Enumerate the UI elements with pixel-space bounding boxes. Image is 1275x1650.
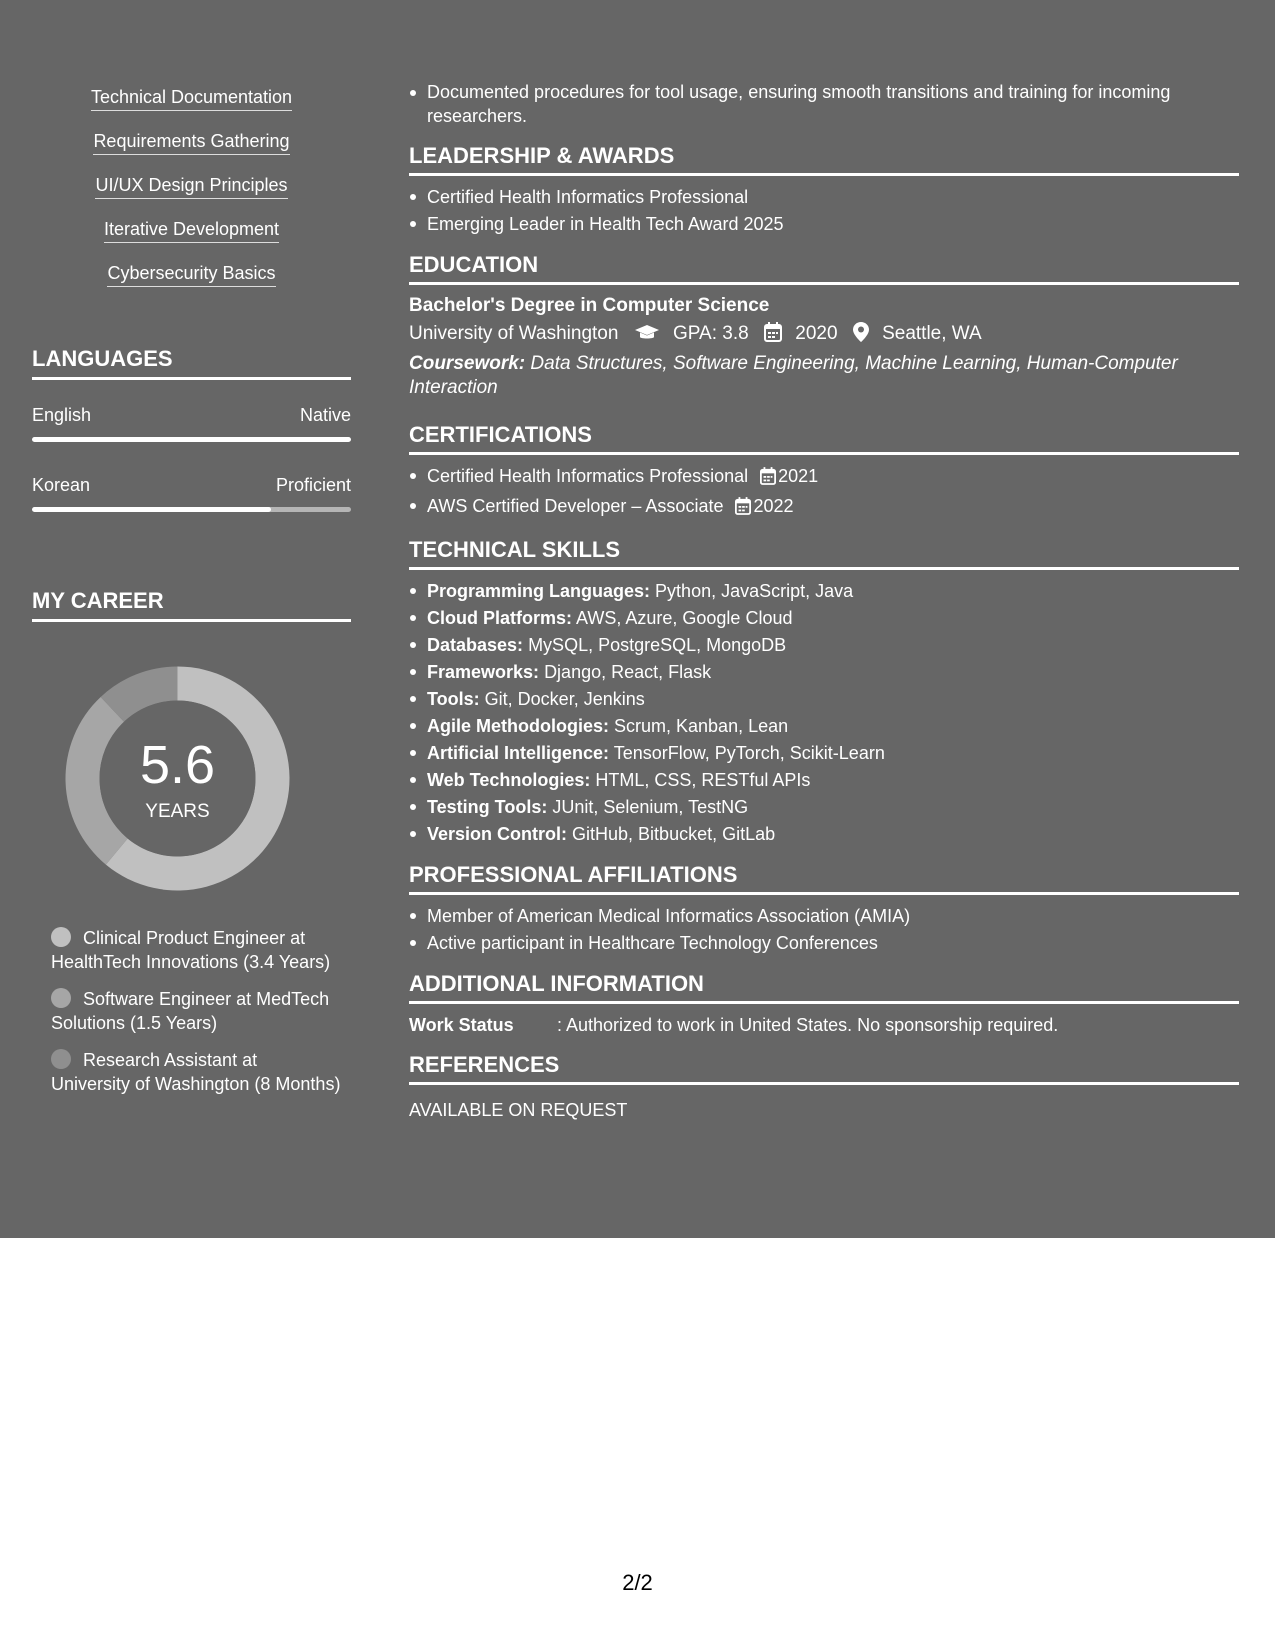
skill-category: Cloud Platforms:	[427, 608, 573, 628]
skill-category: Web Technologies:	[427, 770, 591, 790]
calendar-icon	[760, 466, 776, 493]
degree-title: Bachelor's Degree in Computer Science	[409, 295, 770, 316]
career-total-years: 5.6	[139, 735, 216, 795]
affiliations-list	[409, 903, 1239, 957]
career-heading: MY CAREER	[32, 588, 351, 622]
references-section	[409, 1052, 1239, 1123]
skill-values: AWS, Azure, Google Cloud	[576, 608, 793, 628]
skill-values: Django, React, Flask	[544, 662, 712, 682]
language-proficiency-fill	[32, 437, 351, 442]
calendar-icon	[764, 322, 782, 352]
skill-tag: Technical Documentation	[91, 86, 292, 111]
location: Seattle, WA	[882, 323, 982, 344]
technical-skill-item	[409, 821, 1239, 848]
skill-category: Agile Methodologies:	[427, 716, 609, 736]
right-column	[409, 80, 1239, 1137]
affiliations-heading: PROFESSIONAL AFFILIATIONS	[409, 862, 1239, 895]
language-proficiency-bar	[32, 437, 351, 442]
certification-item	[409, 463, 1239, 493]
certification-year: 2022	[753, 496, 794, 516]
work-status-label: Work Status	[409, 1015, 514, 1035]
skill-tag: Cybersecurity Basics	[107, 262, 275, 287]
skill-values: HTML, CSS, RESTful APIs	[595, 770, 811, 790]
skill-category: Testing Tools:	[427, 797, 548, 817]
references-text: AVAILABLE ON REQUEST	[409, 1100, 628, 1120]
skill-values: GitHub, Bitbucket, GitLab	[572, 824, 776, 844]
work-status-value: : Authorized to work in United States. No sponsorship required.	[557, 1015, 1059, 1035]
skill-category: Frameworks:	[427, 662, 540, 682]
calendar-icon	[735, 496, 751, 523]
career-years-unit: YEARS	[145, 801, 210, 822]
technical-skill-item	[409, 713, 1239, 740]
skill-category: Programming Languages:	[427, 581, 651, 601]
skill-tag: UI/UX Design Principles	[95, 174, 287, 199]
technical-skill-item	[409, 794, 1239, 821]
skill-values: MySQL, PostgreSQL, MongoDB	[528, 635, 787, 655]
career-item	[51, 987, 341, 1035]
language-proficiency-fill	[32, 507, 271, 512]
technical-skill-item	[409, 740, 1239, 767]
affiliation-item: Member of American Medical Informatics Association (AMIA)	[409, 903, 1239, 930]
certifications-section	[409, 422, 1239, 523]
language-level: Proficient	[275, 475, 351, 495]
gpa: GPA: 3.8	[673, 323, 749, 344]
experience-continued-bullets	[409, 80, 1239, 128]
graduation-year: 2020	[795, 323, 838, 344]
technical-skill-item	[409, 632, 1239, 659]
additional-info-section	[409, 971, 1239, 1038]
certification-item	[409, 493, 1239, 523]
certification-name: Certified Health Informatics Professional	[427, 466, 749, 486]
skill-category: Tools:	[427, 689, 480, 709]
languages-heading: LANGUAGES	[32, 346, 351, 380]
leadership-heading: LEADERSHIP & AWARDS	[409, 143, 1239, 176]
skill-tag: Requirements Gathering	[93, 130, 289, 155]
education-section	[409, 252, 1239, 400]
coursework-label: Coursework:	[409, 353, 526, 374]
education-heading: EDUCATION	[409, 252, 1239, 285]
legend-dot	[51, 1049, 71, 1069]
skill-values: TensorFlow, PyTorch, Scikit-Learn	[613, 743, 885, 763]
technical-skills-section	[409, 537, 1239, 848]
education-details	[409, 319, 1239, 352]
skill-tag: Iterative Development	[104, 218, 279, 243]
skill-category: Version Control:	[427, 824, 568, 844]
leadership-item: Certified Health Informatics Professional	[409, 184, 1239, 211]
work-status-row	[409, 1012, 1239, 1038]
references-heading: REFERENCES	[409, 1052, 1239, 1085]
certifications-list	[409, 463, 1239, 523]
additional-info-heading: ADDITIONAL INFORMATION	[409, 971, 1239, 1004]
skill-tags	[32, 86, 351, 306]
skill-values: Scrum, Kanban, Lean	[614, 716, 789, 736]
skill-values: Git, Docker, Jenkins	[484, 689, 645, 709]
language-name: Korean	[32, 475, 91, 495]
graduation-cap-icon	[634, 322, 660, 352]
technical-skill-item	[409, 659, 1239, 686]
technical-skill-item	[409, 767, 1239, 794]
career-item-label: Software Engineer at MedTech Solutions (1.5 Years)	[51, 989, 330, 1033]
language-name: English	[32, 405, 92, 425]
legend-dot	[51, 927, 71, 947]
skill-category: Artificial Intelligence:	[427, 743, 610, 763]
leadership-section	[409, 143, 1239, 238]
skill-values: Python, JavaScript, Java	[655, 581, 854, 601]
coursework-value: Data Structures, Software Engineering, Machine Learning, Human-Computer Interaction	[409, 353, 1178, 398]
career-legend	[51, 926, 341, 1109]
language-proficiency-bar	[32, 507, 351, 512]
location-pin-icon	[853, 322, 869, 352]
affiliations-section	[409, 862, 1239, 957]
school-name: University of Washington	[409, 323, 619, 344]
leadership-item: Emerging Leader in Health Tech Award 2025	[409, 211, 1239, 238]
career-item	[51, 926, 341, 974]
bullet-item: Documented procedures for tool usage, ensuring smooth transitions and training for incoming researchers.	[409, 80, 1239, 128]
language-level: Native	[299, 405, 351, 425]
certification-year: 2021	[778, 466, 819, 486]
career-donut-chart	[65, 666, 290, 891]
coursework	[409, 352, 1239, 400]
certification-name: AWS Certified Developer – Associate	[427, 496, 724, 516]
technical-skills-heading: TECHNICAL SKILLS	[409, 537, 1239, 570]
skill-category: Databases:	[427, 635, 524, 655]
legend-dot	[51, 988, 71, 1008]
career-item	[51, 1048, 341, 1096]
technical-skill-item	[409, 605, 1239, 632]
career-item-label: Research Assistant at University of Washington (8 Months)	[51, 1050, 341, 1094]
technical-skill-item	[409, 578, 1239, 605]
technical-skills-list	[409, 578, 1239, 848]
certifications-heading: CERTIFICATIONS	[409, 422, 1239, 455]
technical-skill-item	[409, 686, 1239, 713]
affiliation-item: Active participant in Healthcare Technology Conferences	[409, 930, 1239, 957]
skill-values: JUnit, Selenium, TestNG	[552, 797, 749, 817]
page-number: 2/2	[622, 1570, 653, 1595]
leadership-list	[409, 184, 1239, 238]
career-item-label: Clinical Product Engineer at HealthTech Innovations (3.4 Years)	[51, 928, 331, 972]
